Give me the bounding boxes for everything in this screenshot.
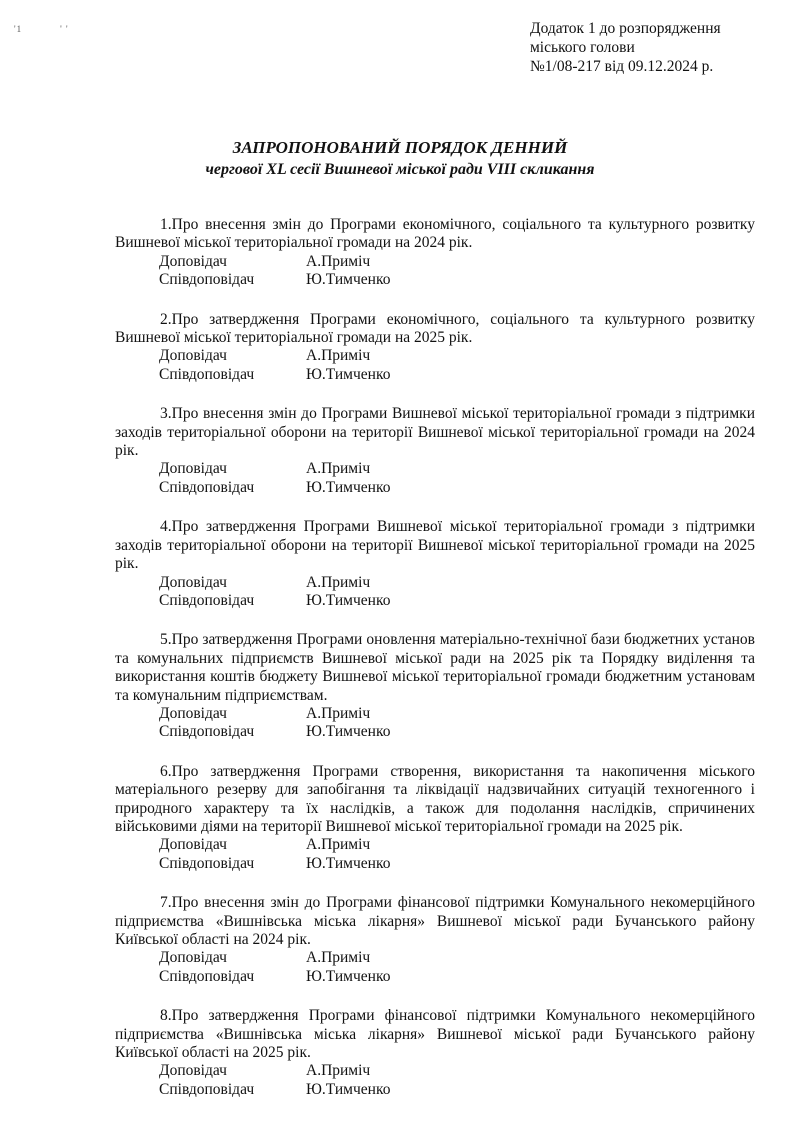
- cospeaker-label: Співдоповідач: [159, 478, 255, 496]
- cospeaker-label: Співдоповідач: [159, 1080, 255, 1098]
- speaker-label: Доповідач: [159, 460, 227, 478]
- speaker-name: А.Приміч: [306, 252, 371, 270]
- cospeaker-label: Співдоповідач: [159, 271, 255, 289]
- margin-mark: '1: [14, 24, 23, 34]
- speaker-row: [115, 949, 755, 967]
- agenda-item-text: 2.Про затвердження Програми економічного, соціального та культурного розвитку Вишневої міської територіальної громади на 2025 рік.: [115, 310, 755, 347]
- agenda-item-text: 3.Про внесення змін до Програми Вишневої міської територіальної громади з підтримки заходів територіальної оборони на території Вишневої міської територіальної громади на 2024 рік.: [115, 405, 755, 460]
- agenda-item: [115, 518, 755, 610]
- agenda-item: [115, 1007, 755, 1099]
- agenda-item-text: 7.Про внесення змін до Програми фінансової підтримки Комунального некомерційного підприємства «Вишнівська міська лікарня» Вишневої міської ради Бучанського району Київської області на 2024 рік.: [115, 894, 755, 948]
- speaker-label: Доповідач: [159, 573, 227, 591]
- cospeaker-name: Ю.Тимченко: [306, 854, 391, 872]
- cospeaker-row: [115, 968, 755, 986]
- title-line: ЗАПРОПОНОВАНИЙ ПОРЯДОК ДЕННИЙ: [232, 138, 568, 157]
- speaker-label: Доповідач: [159, 836, 227, 854]
- margin-marks: [14, 24, 107, 34]
- cospeaker-name: Ю.Тимченко: [306, 967, 391, 985]
- agenda-item: [115, 631, 755, 741]
- approval-line: міського голови: [530, 39, 635, 56]
- cospeaker-row: [115, 479, 755, 497]
- cospeaker-name: Ю.Тимченко: [306, 365, 391, 383]
- cospeaker-row: [115, 271, 755, 289]
- speaker-row: [115, 574, 755, 592]
- speaker-row: [115, 253, 755, 271]
- speaker-label: Доповідач: [159, 347, 227, 365]
- speaker-name: А.Приміч: [306, 1062, 371, 1080]
- agenda-item: [115, 763, 755, 873]
- cospeaker-name: Ю.Тимченко: [306, 271, 391, 289]
- agenda-item-text: 8.Про затвердження Програми фінансової підтримки Комунального некомерційного підприємства «Вишнівська міська лікарня» Вишневої міської ради Бучанського району Київської області на 2025 рік.: [115, 1007, 755, 1062]
- speaker-name: А.Приміч: [306, 704, 371, 722]
- speaker-name: А.Приміч: [306, 460, 371, 478]
- cospeaker-name: Ю.Тимченко: [306, 1080, 391, 1098]
- agenda-item-text: 1.Про внесення змін до Програми економічного, соціального та культурного розвитку Вишневої міської територіальної громади на 2024 рік.: [115, 216, 755, 252]
- cospeaker-label: Співдоповідач: [159, 591, 255, 609]
- cospeaker-row: [115, 366, 755, 384]
- agenda-item-text: 6.Про затвердження Програми створення, використання та накопичення міського матеріального резерву для запобігання та ліквідації надзвичайних ситуацій техногенного і природного характеру та їх наслідків, а також для подолання наслідків, спричинених військовими діями на території Вишневої міської територіальної громади на 2025 рік.: [115, 762, 755, 835]
- agenda-item: [115, 405, 755, 497]
- document-title: [0, 137, 800, 181]
- cospeaker-row: [115, 1081, 755, 1099]
- approval-line: №1/08-217 від 09.12.2024 р.: [530, 58, 714, 75]
- agenda-item-text: 5.Про затвердження Програми оновлення матеріально-технічної бази бюджетних установ та комунальних підприємств Вишневої міської ради на 2025 рік та Порядку виділення та використання коштів бюджету Вишневої міської територіальної громади бюджетним установам та комунальним підприємствам.: [115, 631, 755, 704]
- speaker-row: [115, 705, 755, 723]
- speaker-row: [115, 347, 755, 365]
- speaker-name: А.Приміч: [306, 949, 371, 967]
- subtitle-line: чергової XL сесії Вишневої міської ради VIII скликання: [205, 161, 595, 178]
- speaker-label: Доповідач: [159, 704, 227, 722]
- cospeaker-name: Ю.Тимченко: [306, 478, 391, 496]
- speaker-label: Доповідач: [159, 949, 227, 967]
- agenda-item: [115, 216, 755, 290]
- cospeaker-name: Ю.Тимченко: [306, 591, 391, 609]
- speaker-name: А.Приміч: [306, 347, 371, 365]
- cospeaker-row: [115, 855, 755, 873]
- speaker-name: А.Приміч: [306, 573, 371, 591]
- speaker-row: [115, 836, 755, 854]
- approval-block: [530, 19, 790, 76]
- cospeaker-name: Ю.Тимченко: [306, 723, 391, 741]
- speaker-label: Доповідач: [159, 1062, 227, 1080]
- cospeaker-label: Співдоповідач: [159, 854, 255, 872]
- agenda-list: [115, 216, 755, 1120]
- agenda-item: [115, 311, 755, 385]
- speaker-name: А.Приміч: [306, 836, 371, 854]
- cospeaker-label: Співдоповідач: [159, 365, 255, 383]
- cospeaker-label: Співдоповідач: [159, 723, 255, 741]
- approval-line: Додаток 1 до розпорядження: [530, 20, 721, 37]
- speaker-label: Доповідач: [159, 252, 227, 270]
- agenda-item-text: 4.Про затвердження Програми Вишневої міської територіальної громади з підтримки заходів територіальної оборони на території Вишневої міської територіальної громади на 2025 рік.: [115, 518, 755, 573]
- speaker-row: [115, 460, 755, 478]
- cospeaker-row: [115, 723, 755, 741]
- margin-mark: ' ': [60, 24, 69, 34]
- cospeaker-label: Співдоповідач: [159, 967, 255, 985]
- cospeaker-row: [115, 592, 755, 610]
- agenda-item: [115, 894, 755, 986]
- speaker-row: [115, 1062, 755, 1080]
